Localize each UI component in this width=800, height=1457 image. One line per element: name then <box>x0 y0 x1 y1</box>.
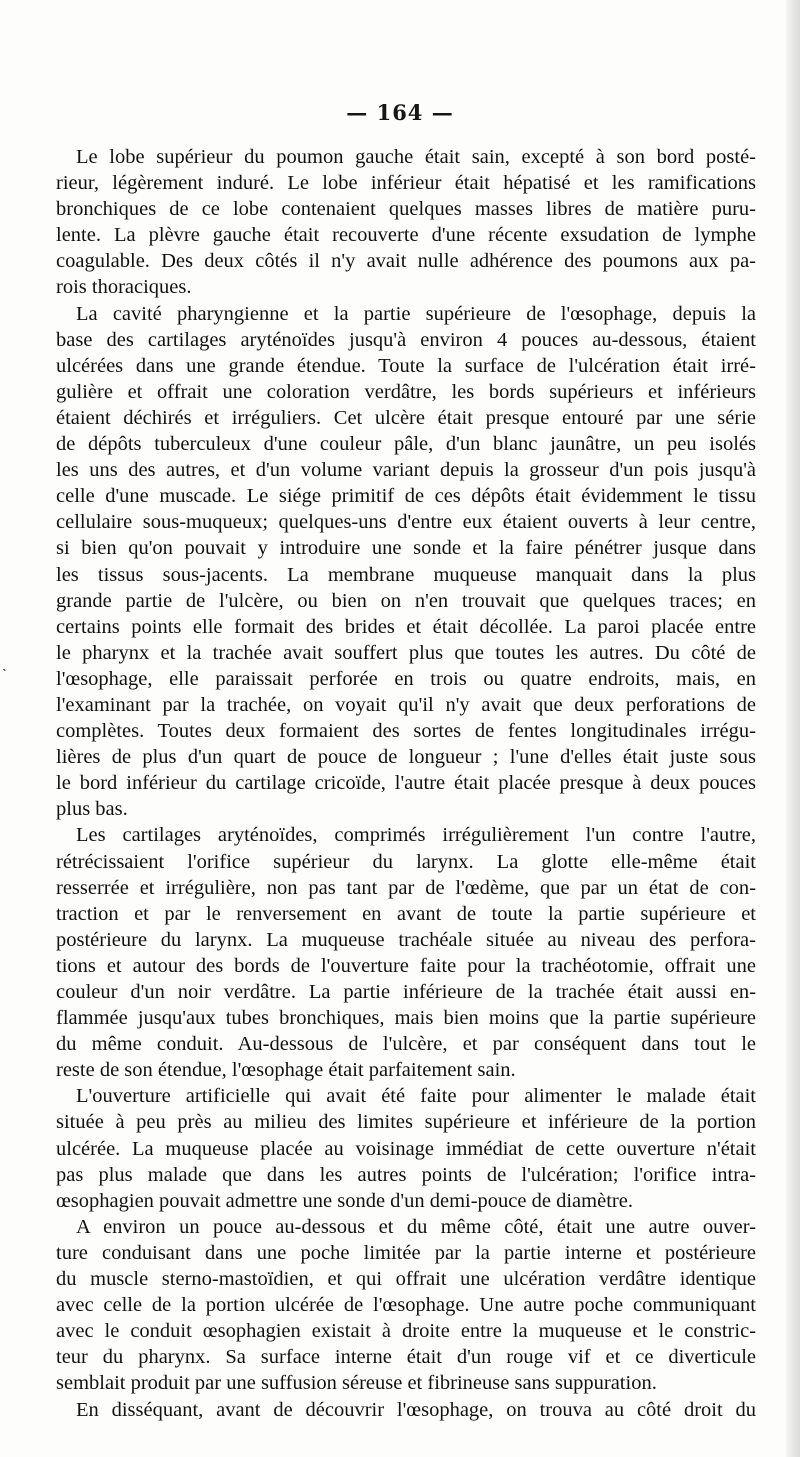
text-line: lières de plus d'un quart de pouce de longueur ; l'une d'elles était juste sous <box>56 746 756 769</box>
text-line: semblait produit par une suffusion séreuse et fibrineuse sans suppuration. <box>56 1372 657 1395</box>
paragraph <box>56 144 756 301</box>
text-line: avec le conduit œsophagien existait à droite entre la muqueuse et le constric- <box>56 1320 756 1343</box>
text-line: cellulaire sous-muqueux; quelques-uns d'entre eux étaient ouverts à leur centre, <box>56 511 756 534</box>
text-line: l'examinant par la trachée, on voyait qu'il n'y avait que deux perforations de <box>56 693 756 716</box>
text-line: de dépôts tuberculeux d'une couleur pâle, d'un blanc jaunâtre, un peu isolés <box>56 433 756 456</box>
paragraph-first-line: En disséquant, avant de découvrir l'œsophage, on trouva au côté droit du <box>76 1398 756 1421</box>
paragraph <box>56 1083 756 1213</box>
text-line: gulière et offrait une coloration verdâtre, les bords supérieurs et inférieurs <box>56 380 756 403</box>
text-line: teur du pharynx. Sa surface interne était d'un rouge vif et ce diverticule <box>56 1346 756 1369</box>
text-line: flammée jusqu'aux tubes bronchiques, mais bien moins que la partie supérieure <box>56 1007 756 1030</box>
page-number: — 164 — <box>346 100 454 125</box>
text-line: celle d'une muscade. Le siége primitif de ces dépôts était évidemment le tissu <box>56 485 756 508</box>
text-line: grande partie de l'ulcère, ou bien on n'en trouvait que quelques traces; en <box>56 589 756 612</box>
text-line: l'œsophage, elle paraissait perforée en trois ou quatre endroits, mais, en <box>56 667 756 690</box>
text-line: située à peu près au milieu des limites supérieure et inférieure de la portion <box>56 1111 756 1134</box>
paragraph <box>56 301 756 823</box>
text-line: tions et autour des bords de l'ouverture faite pour la trachéotomie, offrait une <box>56 954 756 977</box>
text-line: ulcérées dans une grande étendue. Toute la surface de l'ulcération était irré- <box>56 354 756 377</box>
text-line: plus bas. <box>56 798 128 821</box>
paragraph <box>56 1214 756 1397</box>
margin-mark: ˴ <box>2 661 7 677</box>
text-line: rois thoraciques. <box>56 276 192 299</box>
paragraph-first-line: A environ un pouce au-dessous et du même côté, était une autre ouver- <box>76 1215 756 1238</box>
text-line: étaient déchirés et irréguliers. Cet ulcère était presque entouré par une série <box>56 406 756 429</box>
text-line: si bien qu'on pouvait y introduire une sonde et la faire pénétrer jusque dans <box>56 537 756 560</box>
text-line: coagulable. Des deux côtés il n'y avait nulle adhérence des poumons aux pa- <box>56 250 756 273</box>
text-line: rétrécissaient l'orifice supérieur du larynx. La glotte elle-même était <box>56 850 756 873</box>
text-line: bronchiques de ce lobe contenaient quelques masses libres de matière puru- <box>56 198 756 221</box>
paragraph <box>56 822 756 1083</box>
text-line: le bord inférieur du cartilage cricoïde, l'autre était placée presque à deux pouces <box>56 772 756 795</box>
text-line: œsophagien pouvait admettre une sonde d'un demi-pouce de diamètre. <box>56 1189 633 1212</box>
paragraph <box>56 1397 756 1423</box>
text-line: postérieure du larynx. La muqueuse trachéale située au niveau des perfora- <box>56 928 756 951</box>
text-line: avec celle de la portion ulcérée de l'œsophage. Une autre poche communiquant <box>56 1294 756 1317</box>
text-line: ture conduisant dans une poche limitée par la partie interne et postérieure <box>56 1241 756 1264</box>
page-edge-shadow <box>786 0 800 1457</box>
text-line: les uns des autres, et d'un volume variant depuis la grosseur d'un pois jusqu'à <box>56 459 756 482</box>
text-line: le pharynx et la trachée avait souffert plus que toutes les autres. Du côté de <box>56 641 756 664</box>
text-line: du muscle sterno-mastoïdien, et qui offrait une ulcération verdâtre identique <box>56 1268 756 1291</box>
text-line: base des cartilages aryténoïdes jusqu'à environ 4 pouces au-dessous, étaient <box>56 328 756 351</box>
paragraph-first-line: Les cartilages aryténoïdes, comprimés irrégulièrement l'un contre l'autre, <box>76 824 756 847</box>
paragraph-first-line: Le lobe supérieur du poumon gauche était sain, excepté à son bord posté- <box>76 146 756 168</box>
text-line: du même conduit. Au-dessous de l'ulcère, et par conséquent dans tout le <box>56 1033 756 1056</box>
text-line: certains points elle formait des brides et était décollée. La paroi placée entre <box>56 615 756 638</box>
text-line: couleur d'un noir verdâtre. La partie inférieure de la trachée était aussi en- <box>56 981 756 1003</box>
text-line: traction et par le renversement en avant de toute la partie supérieure et <box>56 902 756 925</box>
body-text <box>56 144 756 1423</box>
text-line: ulcérée. La muqueuse placée au voisinage immédiat de cette ouverture n'était <box>56 1137 756 1160</box>
text-line: pas plus malade que dans les autres points de l'ulcération; l'orifice intra- <box>56 1163 756 1186</box>
text-line: lente. La plèvre gauche était recouverte d'une récente exsudation de lymphe <box>56 224 756 247</box>
text-line: resserrée et irrégulière, non pas tant par de l'œdème, que par un état de con- <box>56 876 756 899</box>
text-line: les tissus sous-jacents. La membrane muqueuse manquait dans la plus <box>56 563 756 586</box>
text-line: rieur, légèrement induré. Le lobe inférieur était hépatisé et les ramifications <box>56 172 756 195</box>
text-line: reste de son étendue, l'œsophage était parfaitement sain. <box>56 1059 516 1082</box>
paragraph-first-line: La cavité pharyngienne et la partie supérieure de l'œsophage, depuis la <box>76 302 756 325</box>
text-line: complètes. Toutes deux formaient des sortes de fentes longitudinales irrégu- <box>56 720 756 743</box>
paragraph-first-line: L'ouverture artificielle qui avait été faite pour alimenter le malade était <box>76 1085 756 1108</box>
